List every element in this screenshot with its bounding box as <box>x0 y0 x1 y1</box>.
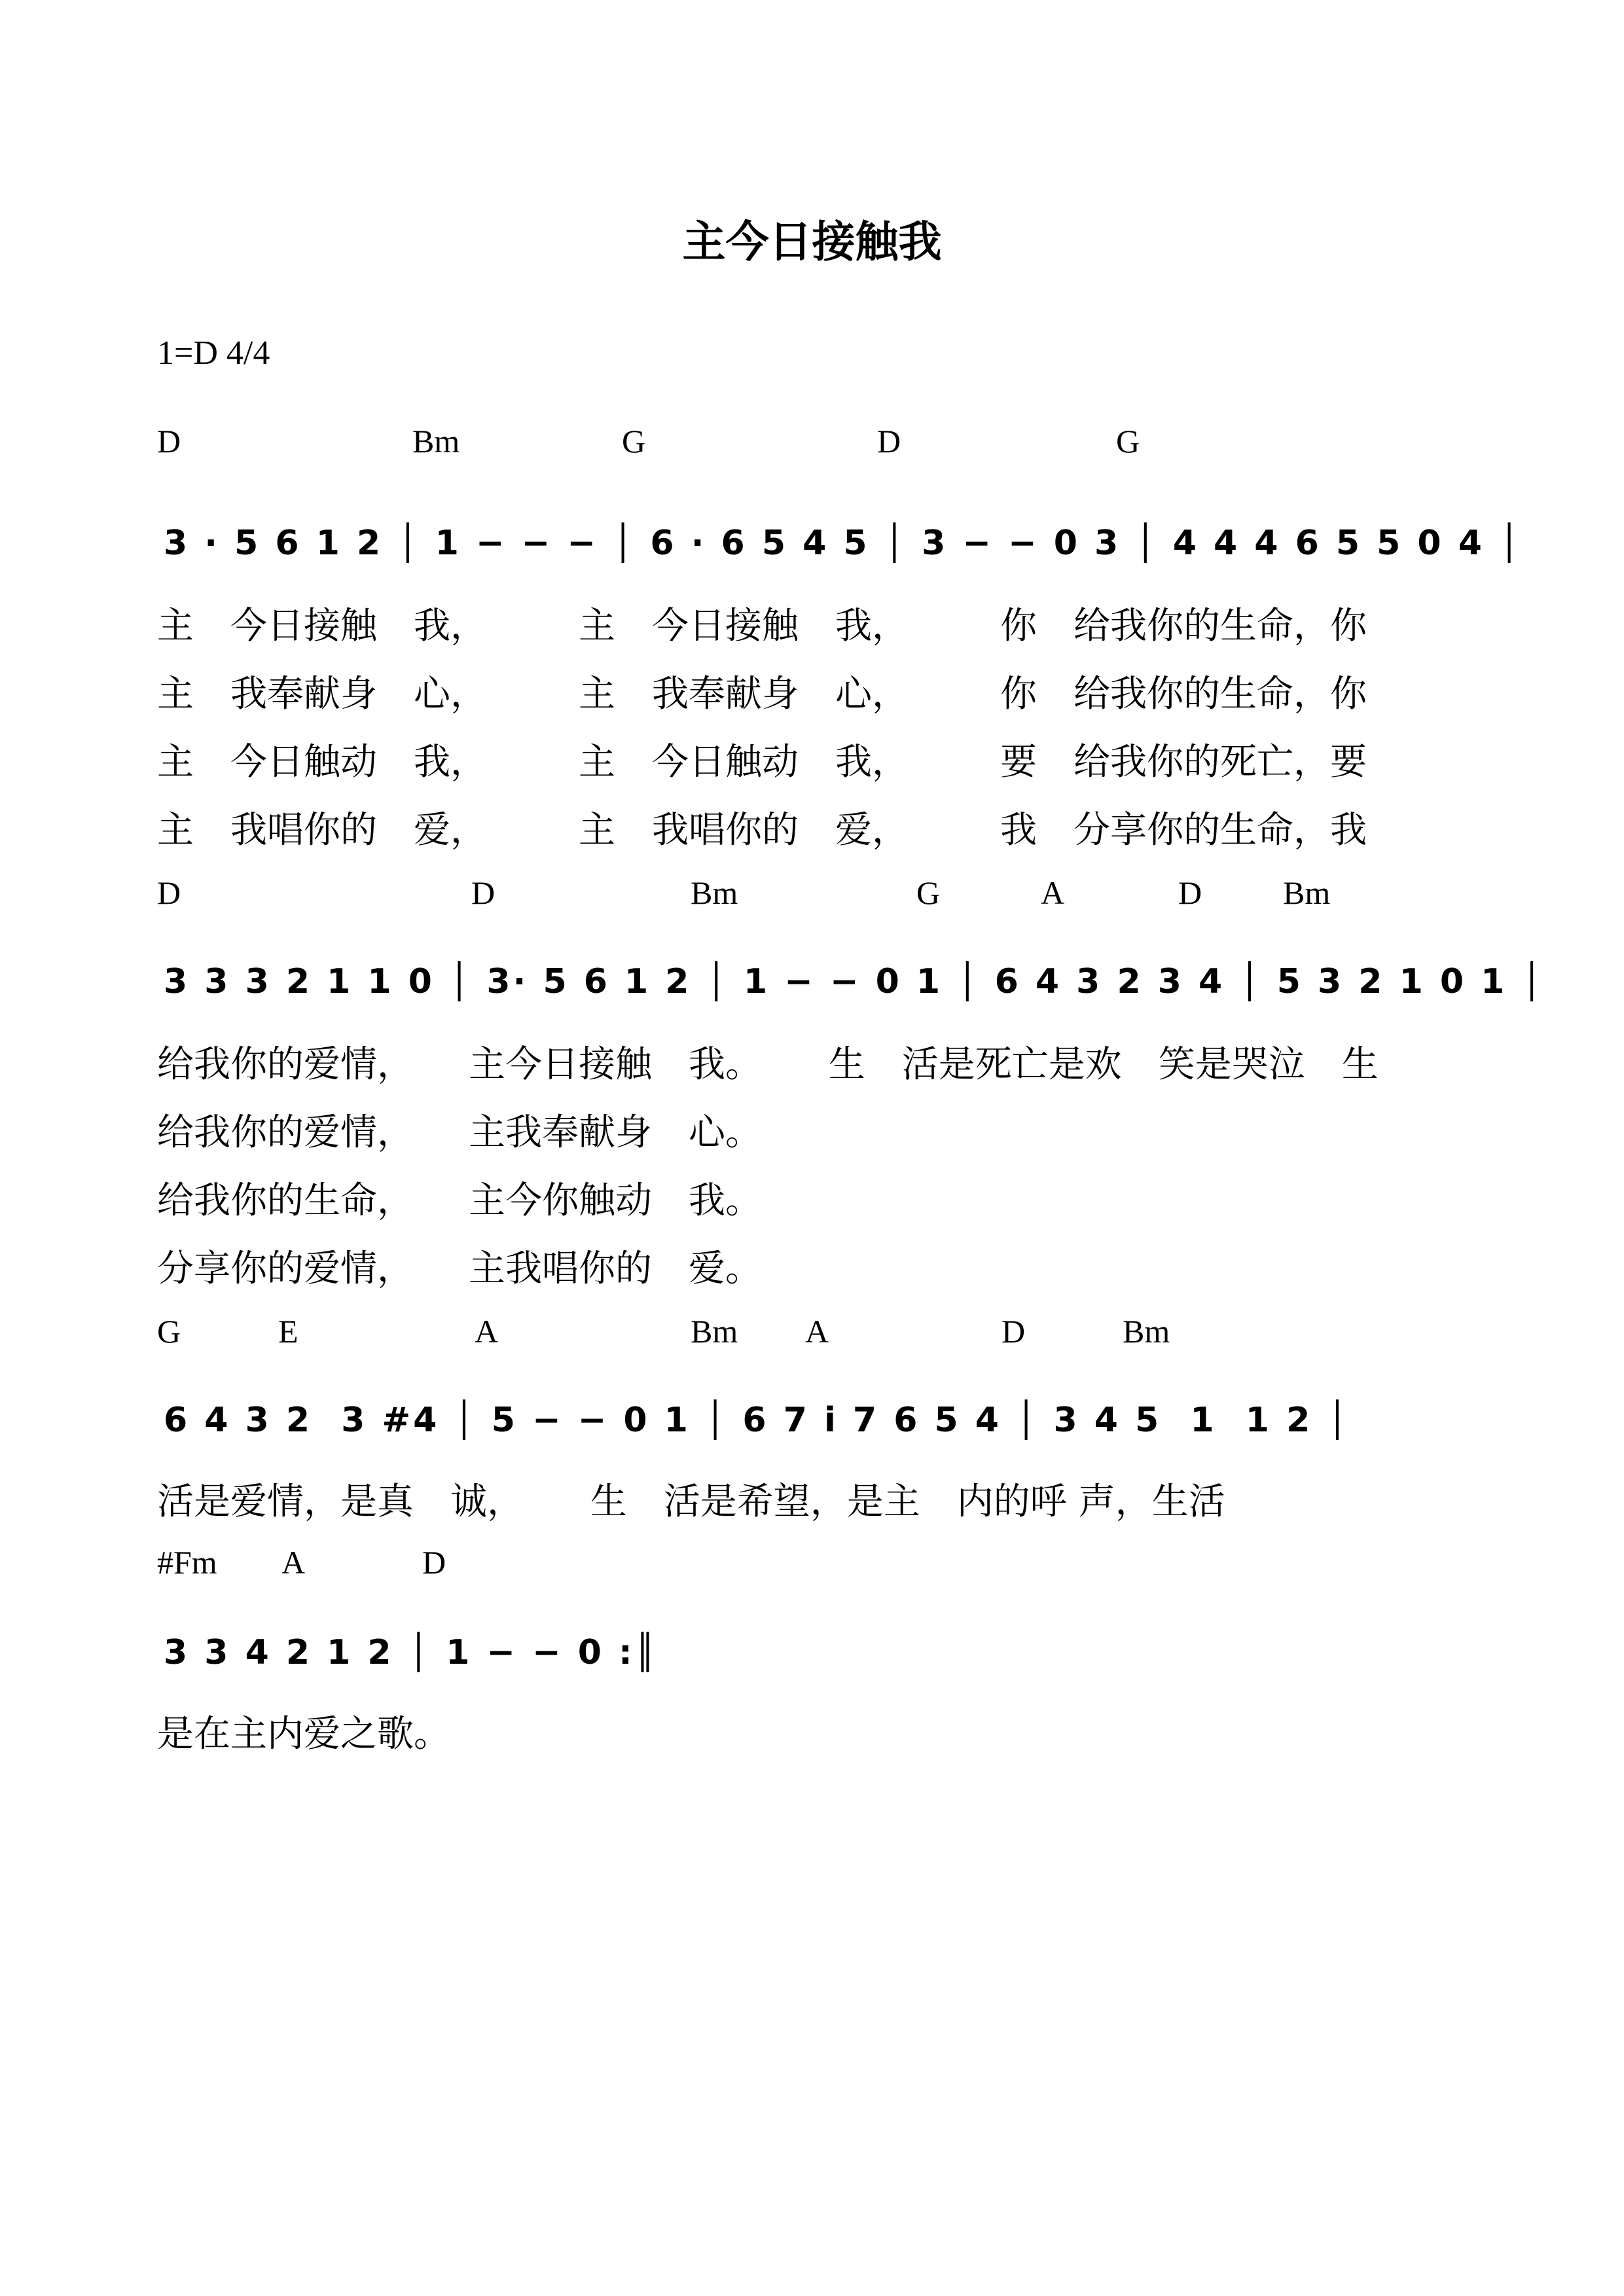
chord: G <box>622 423 646 459</box>
chord: Bm <box>412 423 460 459</box>
lyric-line: 主 今日接触 我， 主 今日接触 我， 你 给我你的生命，你 <box>157 605 1367 647</box>
lyric-line: 主 我唱你的 爱， 主 我唱你的 爱， 我 分享你的生命，我 <box>157 809 1367 852</box>
notation-line: 3 · 5 6 1 2 │ 1 − − − │ 6 · 6 5 4 5 │ 3 − − 0 3 │ 4 4 4 6 5 5 0 4 │ <box>164 524 1523 563</box>
chord: D <box>471 874 496 911</box>
chord: D <box>1178 874 1202 911</box>
key-signature: 1=D 4/4 <box>157 334 270 372</box>
song-title: 主今日接触我 <box>682 216 942 267</box>
chord: D <box>157 874 181 911</box>
lyric-line: 主 今日触动 我， 主 今日触动 我， 要 给我你的死亡，要 <box>157 741 1367 783</box>
chord: E <box>278 1313 298 1350</box>
chord: Bm <box>1123 1313 1170 1350</box>
chord: D <box>1001 1313 1026 1350</box>
lyric-line: 主 我奉献身 心， 主 我奉献身 心， 你 给我你的生命，你 <box>157 673 1367 715</box>
chord: D <box>877 423 901 459</box>
chord: A <box>1041 874 1065 911</box>
chord: Bm <box>1283 874 1331 911</box>
chord: #Fm <box>157 1544 217 1581</box>
notation-line: 3 3 4 2 1 2 │ 1 − − 0 :║ <box>164 1633 659 1672</box>
lyric-line: 分享你的爱情， 主我唱你的 爱。 <box>157 1247 762 1290</box>
chord: A <box>281 1544 306 1581</box>
lyric-line: 给我你的爱情， 主我奉献身 心。 <box>157 1111 762 1154</box>
chord: A <box>475 1313 499 1350</box>
chord: D <box>157 423 181 459</box>
lyric-line: 给我你的生命， 主今你触动 我。 <box>157 1179 762 1222</box>
lyric-line: 是在主内爱之歌。 <box>157 1713 450 1755</box>
notation-line: 6 4 3 2 3 #4 │ 5 − − 0 1 │ 6 7 i 7 6 5 4 │ 3 4 5 1 1 2 │ <box>164 1401 1350 1440</box>
notation-line: 3 3 3 2 1 1 0 │ 3· 5 6 1 2 │ 1 − − 0 1 │ 6 4 3 2 3 4 │ 5 3 2 1 0 1 │ <box>164 962 1545 1001</box>
lyric-line: 给我你的爱情， 主今日接触 我。 生 活是死亡是欢 笑是哭泣 生 <box>157 1043 1379 1086</box>
chord: G <box>157 1313 181 1350</box>
chord: A <box>805 1313 829 1350</box>
chord: G <box>916 874 941 911</box>
chord: G <box>1116 423 1140 459</box>
lyric-line: 活是爱情，是真 诚， 生 活是希望，是主 内的呼 声，生活 <box>157 1480 1225 1523</box>
chord: D <box>422 1544 446 1581</box>
chord: Bm <box>691 874 738 911</box>
chord: Bm <box>691 1313 738 1350</box>
